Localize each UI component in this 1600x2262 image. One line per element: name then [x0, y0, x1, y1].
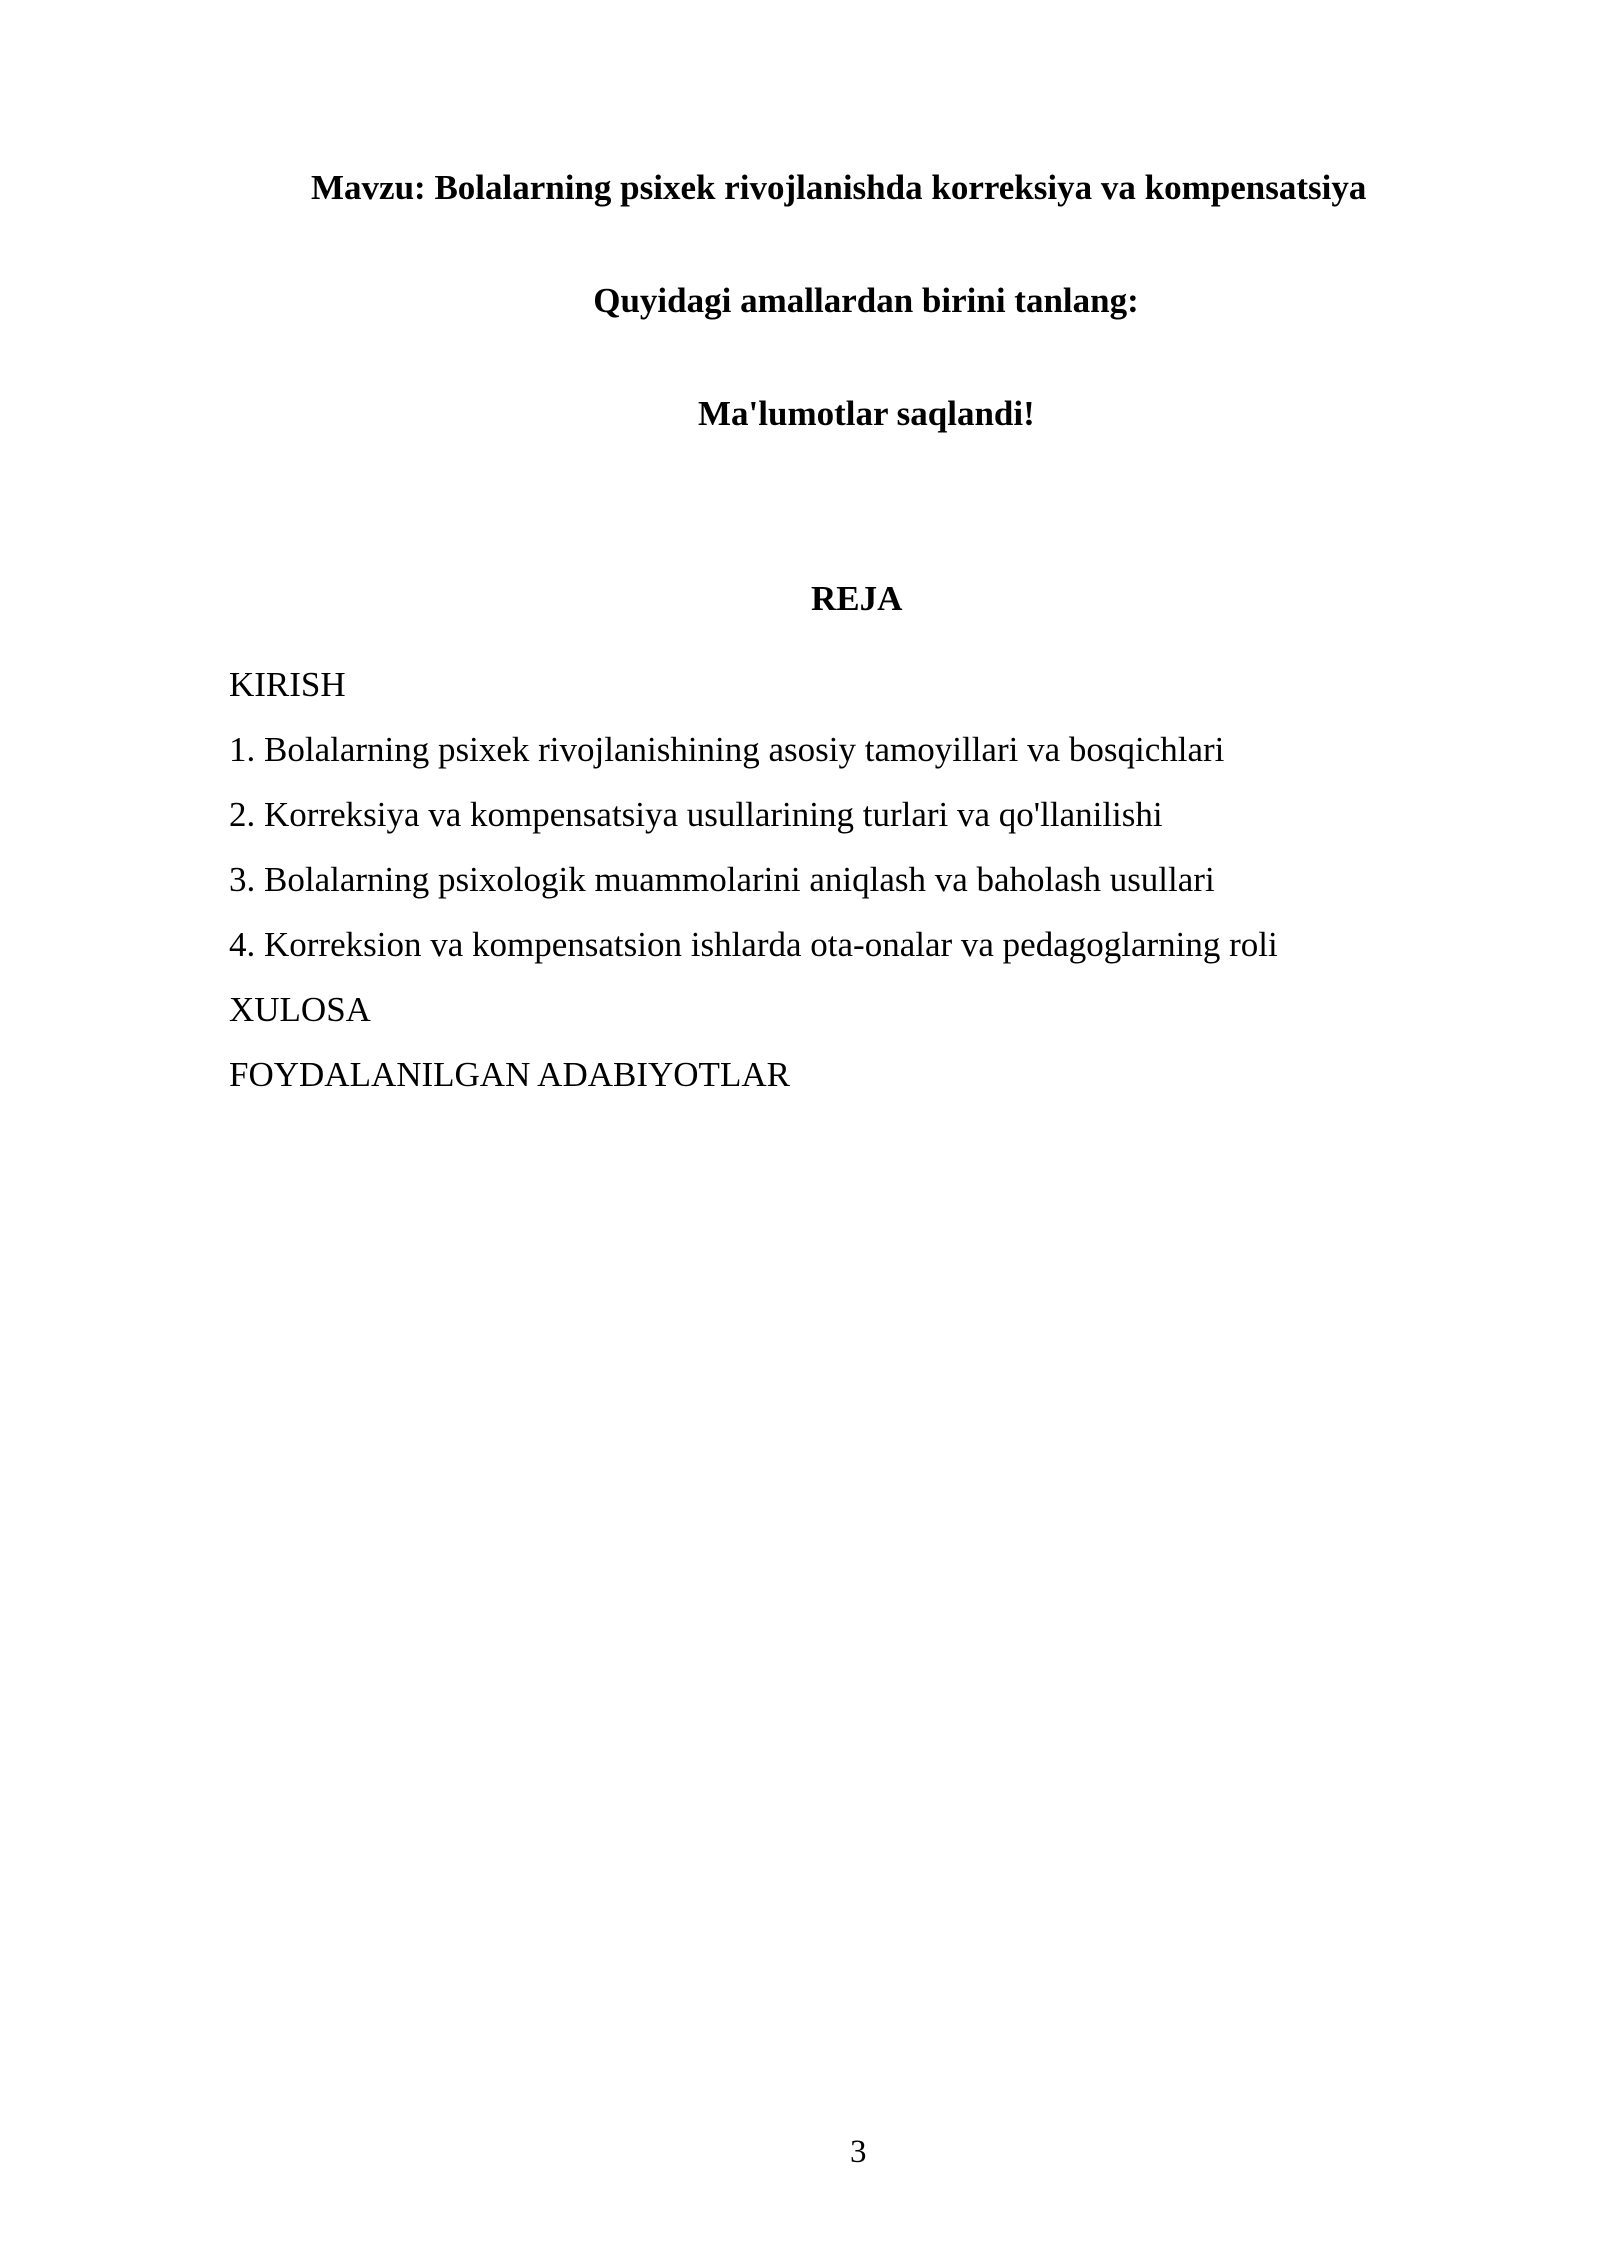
plan-item-references: FOYDALANILGAN ADABIYOTLAR	[229, 1055, 790, 1094]
status-message: Ma'lumotlar saqlandi!	[698, 394, 1035, 433]
page-number: 3	[850, 2134, 867, 2170]
instruction-heading: Quyidagi amallardan birini tanlang:	[593, 281, 1139, 320]
plan-item-3: 3. Bolalarning psixologik muammolarini aniqlash va baholash usullari	[229, 860, 1215, 899]
plan-item-introduction: KIRISH	[229, 665, 346, 704]
plan-item-conclusion: XULOSA	[229, 990, 371, 1029]
plan-title: REJA	[811, 579, 903, 618]
plan-item-2: 2. Korreksiya va kompensatsiya usullarining turlari va qo'llanilishi	[229, 795, 1163, 834]
plan-item-1: 1. Bolalarning psixek rivojlanishining asosiy tamoyillari va bosqichlari	[229, 730, 1225, 769]
plan-list	[229, 652, 1278, 1107]
plan-item-4: 4. Korreksion va kompensatsion ishlarda ota-onalar va pedagoglarning roli	[229, 925, 1278, 964]
topic-heading: Mavzu: Bolalarning psixek rivojlanishda korreksiya va kompensatsiya	[311, 168, 1367, 207]
